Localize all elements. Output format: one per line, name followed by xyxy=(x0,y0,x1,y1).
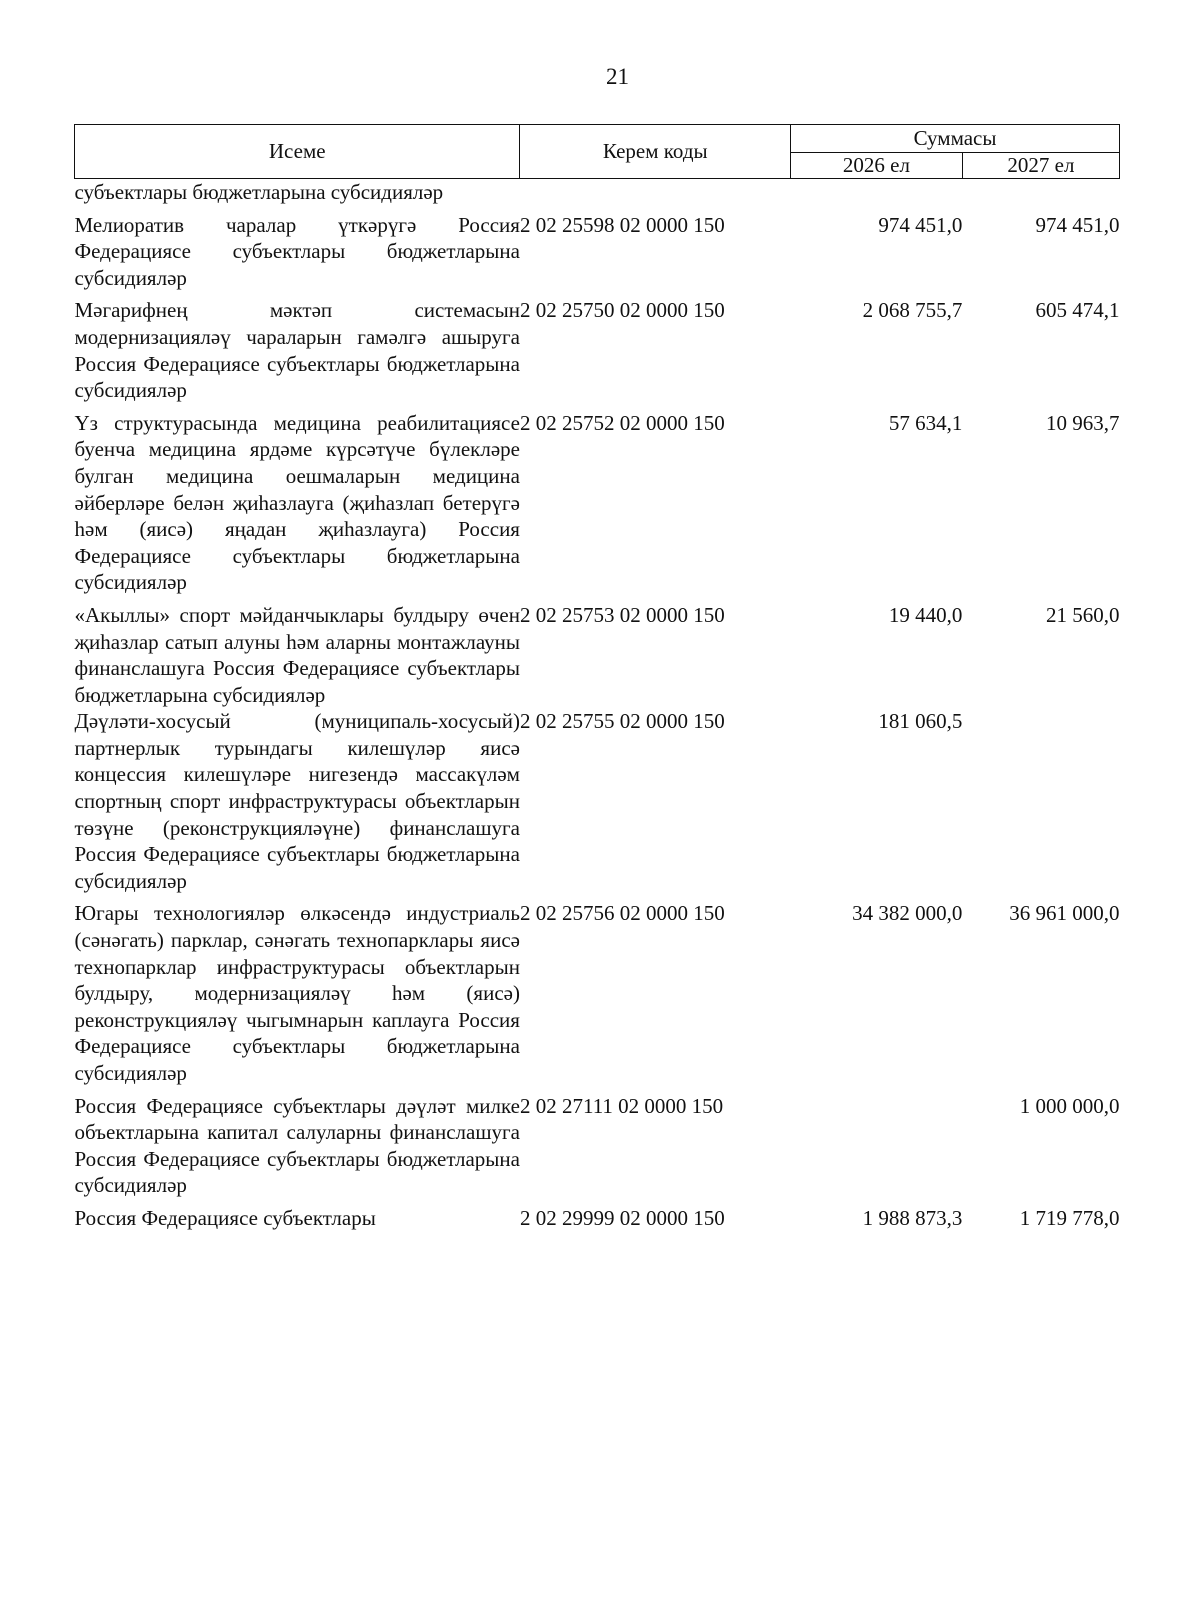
row-code: 2 02 29999 02 0000 150 xyxy=(519,1205,725,1230)
row-code: 2 02 25750 02 0000 150 xyxy=(519,298,725,323)
row-name: Россия Федерациясе субъектлары xyxy=(74,1205,376,1230)
row-amount-2027: 1 719 778,0 xyxy=(1019,1205,1120,1230)
row-code: 2 02 25598 02 0000 150 xyxy=(519,212,725,237)
row-amount-2026: 974 451,0 xyxy=(878,212,963,237)
row-amount-2026: 34 382 000,0 xyxy=(852,901,963,926)
table-row xyxy=(75,602,1120,708)
table-row xyxy=(75,900,1120,1086)
row-amount-2027: 605 474,1 xyxy=(1035,298,1120,323)
row-name: субъектлары бюджетларына субсидияләр xyxy=(74,180,444,204)
row-amount-2027: 10 963,7 xyxy=(1046,410,1120,435)
row-name: «Акыллы» спорт мәйданчыклары булдыру өчен җиһазлар сатып алуны һәм аларны монтажлауны финанслашуга Россия Федерациясе субъектлары бюджетларына субсидияләр xyxy=(74,602,520,707)
table-row xyxy=(75,179,1120,206)
row-code: 2 02 27111 02 0000 150 xyxy=(519,1093,724,1118)
row-name: Үз структурасында медицина реабилитациясе буенча медицина ярдәме күрсәтүче бүлекләре булган медицина оешмаларын медицина әйберләре белән җиһазлауга (җиһазлап бетерүгә һәм (яисә) яңадан җиһазлауга) Россия Федерациясе субъектлары бюджетларына субсидияләр xyxy=(74,410,520,595)
row-amount-2027: 1 000 000,0 xyxy=(1019,1093,1120,1118)
row-name: Мелиоратив чаралар үткәрүгә Россия Федерациясе субъектлары бюджетларына субсидияләр xyxy=(74,212,520,290)
table-row xyxy=(75,410,1120,596)
header-code: Керем коды xyxy=(520,125,791,179)
row-amount-2027: 36 961 000,0 xyxy=(1009,901,1120,926)
row-amount-2027 xyxy=(962,708,1119,894)
row-amount-2026 xyxy=(791,179,963,206)
row-code xyxy=(520,179,791,206)
row-amount-2026: 57 634,1 xyxy=(888,410,963,435)
table-row xyxy=(75,708,1120,894)
row-amount-2027 xyxy=(962,179,1119,206)
row-name: Мәгарифнең мәктәп системасын модернизацияләү чараларын гамәлгә ашыруга Россия Федерациясе субъектлары бюджетларына субсидияләр xyxy=(74,298,520,403)
row-name: Дәүләти-хосусый (муниципаль-хосусый) партнерлык турындагы килешүләр яисә концессия килешүләре нигезендә массакүләм спортның спорт инфраструктурасы объектларын төзүне (реконструкцияләүне) финанслашуга Россия Федерациясе субъектлары бюджетларына субсидияләр xyxy=(74,709,520,893)
page-number: 21 xyxy=(606,64,629,89)
row-amount-2026: 2 068 755,7 xyxy=(862,298,963,323)
row-amount-2026: 19 440,0 xyxy=(888,602,963,627)
row-amount-2026: 1 988 873,3 xyxy=(862,1205,963,1230)
row-amount-2026 xyxy=(791,1093,963,1199)
row-code: 2 02 25752 02 0000 150 xyxy=(519,410,725,435)
row-amount-2027: 974 451,0 xyxy=(1035,212,1120,237)
table-row xyxy=(75,297,1120,403)
header-year-2026: 2026 ел xyxy=(791,152,963,179)
header-year-2027: 2027 ел xyxy=(962,152,1119,179)
budget-table xyxy=(74,124,1120,1232)
table-row xyxy=(75,1093,1120,1199)
table-row xyxy=(75,212,1120,292)
row-code: 2 02 25756 02 0000 150 xyxy=(519,901,725,926)
row-name: Россия Федерациясе субъектлары дәүләт милке объектларына капитал салуларны финанслашуга Россия Федерациясе субъектлары бюджетларына субсидияләр xyxy=(74,1093,520,1198)
row-code: 2 02 25755 02 0000 150 xyxy=(519,709,725,734)
row-amount-2027: 21 560,0 xyxy=(1046,602,1120,627)
header-name: Исеме xyxy=(75,125,520,179)
row-code: 2 02 25753 02 0000 150 xyxy=(519,602,725,627)
row-name: Югары технологияләр өлкәсендә индустриаль (сәнәгать) парклар, сәнәгать технопарклары яисә технопарклар инфраструктурасы объектларын булдыру, модернизацияләү һәм (яисә) реконструкцияләү чыгымнарын каплауга Россия Федерациясе субъектлары бюджетларына субсидияләр xyxy=(74,901,520,1085)
header-sums: Суммасы xyxy=(791,125,1120,153)
table-row xyxy=(75,1205,1120,1232)
row-amount-2026: 181 060,5 xyxy=(878,709,963,734)
